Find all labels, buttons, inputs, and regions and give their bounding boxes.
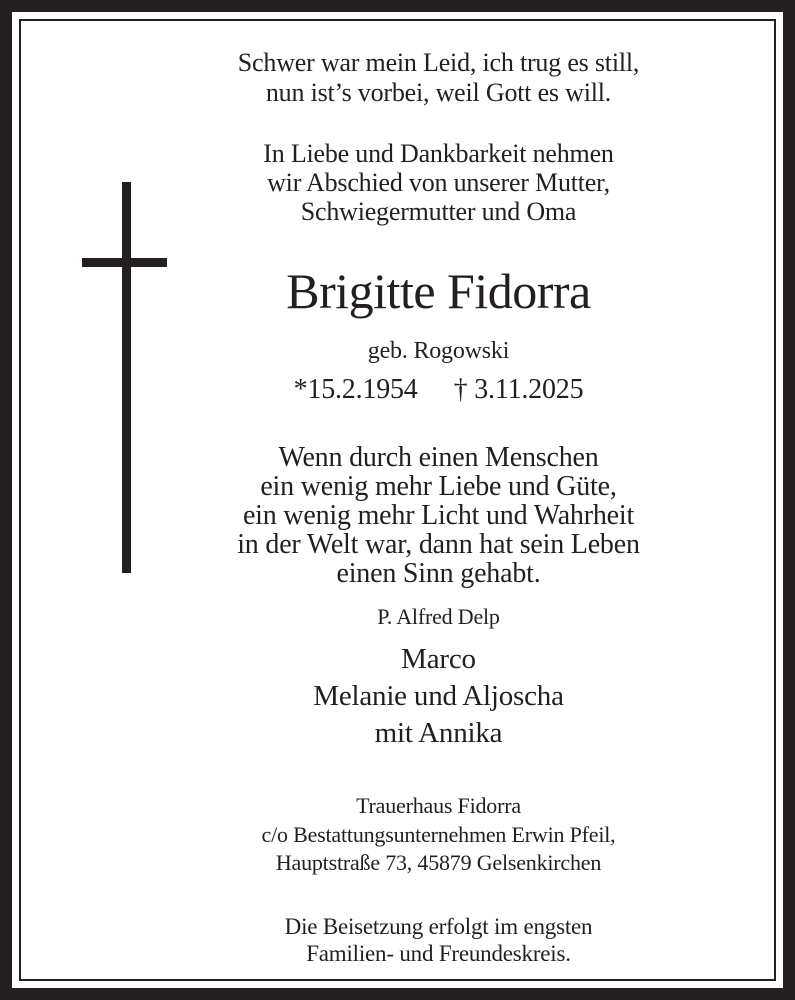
closing-note (107, 913, 770, 967)
maiden-name: geb. Rogowski (367, 338, 510, 364)
intro-line: Schwiegermutter und Oma (300, 197, 577, 226)
address-line: Hauptstraße 73, 45879 Gelsenkirchen (275, 850, 602, 875)
poem-line: ein wenig mehr Licht und Wahrheit (242, 500, 635, 531)
closing-line: Die Beisetzung erfolgt im engsten (284, 914, 593, 939)
intro-line: wir Abschied von unserer Mutter, (267, 168, 610, 197)
mourners-list (107, 641, 770, 752)
dates-row (107, 376, 770, 404)
poem-attribution: P. Alfred Delp (377, 604, 500, 629)
poem-line: Wenn durch einen Menschen (278, 442, 599, 473)
life-dates (107, 376, 770, 404)
address-line: c/o Bestattungsunternehmen Erwin Pfeil, (261, 821, 616, 847)
verse-line: nun ist’s vorbei, weil Gott es will. (265, 78, 612, 107)
mourner-line: Melanie und Aljoscha (313, 680, 564, 712)
funeral-home-address (107, 792, 770, 878)
memorial-poem (107, 443, 770, 588)
death-date: † 3.11.2025 (453, 374, 584, 405)
intro-line: In Liebe und Dankbarkeit nehmen (263, 139, 614, 168)
inner-frame (19, 19, 776, 981)
address-line: Trauerhaus Fidorra (356, 793, 521, 818)
verse-line: Schwer war mein Leid, ich trug es still, (237, 48, 640, 77)
poem-line: ein wenig mehr Liebe und Güte, (260, 471, 617, 502)
poem-line: in der Welt war, dann hat sein Leben (237, 529, 640, 560)
mourner-line: Marco (401, 643, 476, 675)
deceased-name: Brigitte Fidorra (286, 263, 591, 319)
poem-line: einen Sinn gehabt. (336, 558, 541, 589)
closing-line: Familien- und Freundeskreis. (306, 941, 571, 966)
intro-text (107, 139, 770, 226)
birth-date: *15.2.1954 (293, 374, 418, 405)
memorial-verse (107, 48, 770, 108)
mourner-line: mit Annika (374, 717, 503, 749)
